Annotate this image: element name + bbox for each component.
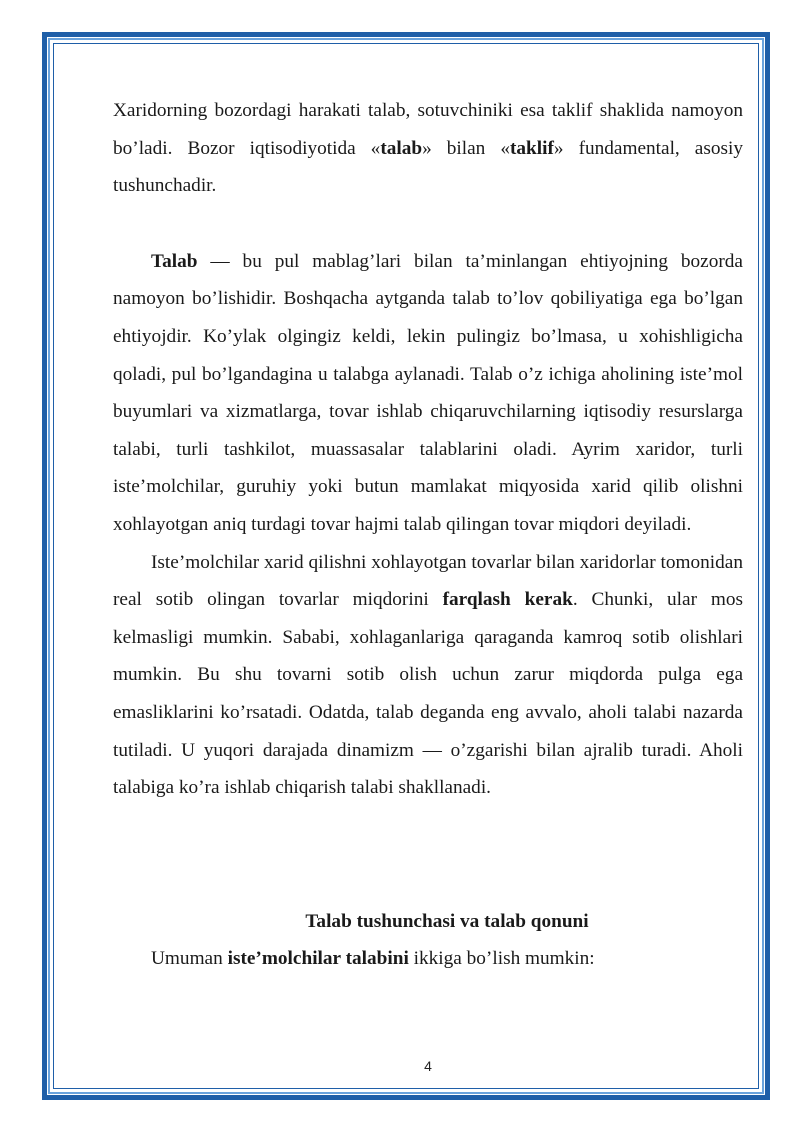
paragraph-consumers-text-c: . Chunki, ular mos kelmasligi mumkin. Sababi, xohlaganlariga qaraganda kamroq sotib olishlari mumkin. Bu shu tovarni sotib olish uchun zarur miqdorda pulga ega emasliklarini ko’rsatadi. Odatda, talab deganda eng avvalo, aholi talabi nazarda tutiladi. U yuqori darajada dinamizm — o’zgarishi bilan ajralib turadi. Aholi talabiga ko’ra ishlab chiqarish talabi shakllanadi. bbox=[113, 589, 743, 799]
term-istemolchilar-talabini: iste’molchilar talabini bbox=[227, 948, 409, 970]
term-talab: talab bbox=[380, 137, 423, 159]
term-farqlash-kerak: farqlash kerak bbox=[442, 589, 573, 611]
term-talab-definition: Talab bbox=[151, 250, 198, 272]
paragraph-consumers-text-a: Iste’molchilar xarid qilishni xohlayotgan tovarlar bilan xaridorlar tomonidan real sotib olingan tovarlar miqdorini bbox=[113, 551, 743, 611]
page-number: 4 bbox=[424, 1058, 432, 1074]
paragraph-consumers bbox=[113, 544, 743, 807]
paragraph-intro bbox=[113, 92, 743, 205]
paragraph-intro-text-c: » bilan « bbox=[422, 137, 510, 159]
paragraph-intro-text-a: Xaridorning bozordagi harakati talab, sotuvchiniki esa taklif shaklida namoyon bo’ladi. Bozor iqtisodiyotida « bbox=[113, 100, 743, 159]
paragraph-division bbox=[113, 940, 743, 978]
paragraph-division-text-a: Umuman bbox=[151, 948, 228, 970]
paragraph-spacer bbox=[113, 205, 743, 243]
paragraph-division-text-c: ikkiga bo’lish mumkin: bbox=[408, 948, 595, 970]
section-spacer bbox=[113, 807, 743, 903]
section-heading: Talab tushunchasi va talab qonuni bbox=[305, 910, 589, 932]
paragraph-intro-text-d: » fundamental, asosiy tushunchadir. bbox=[113, 137, 743, 197]
page-content bbox=[113, 92, 743, 978]
paragraph-talab-definition-text: — bu pul mablag’lari bilan ta’minlangan ehtiyojning bozorda namoyon bo’lishidir. Boshqacha aytganda talab to’lov qobiliyatiga ega bo’lgan ehtiyojdir. Ko’ylak olgingiz keldi, lekin pulingiz bo’lmasa, u xohishligicha qoladi, pul bo’lgandagina u talabga aylanadi. Talab o’z ichiga aholining iste’mol buyumlari va xizmatlarga, tovar ishlab chiqaruvchilarning iqtisodiy resurslarga talabi, turli tashkilot, muassasalar talablarini oladi. Ayrim xaridor, turli iste’molchilar, guruhiy yoki butun mamlakat miqyosida xarid qilib olishni xohlayotgan aniq turdagi tovar hajmi talab qilingan tovar miqdori deyiladi. bbox=[113, 250, 743, 535]
paragraph-talab-definition bbox=[113, 243, 743, 544]
term-taklif: taklif bbox=[509, 137, 554, 159]
